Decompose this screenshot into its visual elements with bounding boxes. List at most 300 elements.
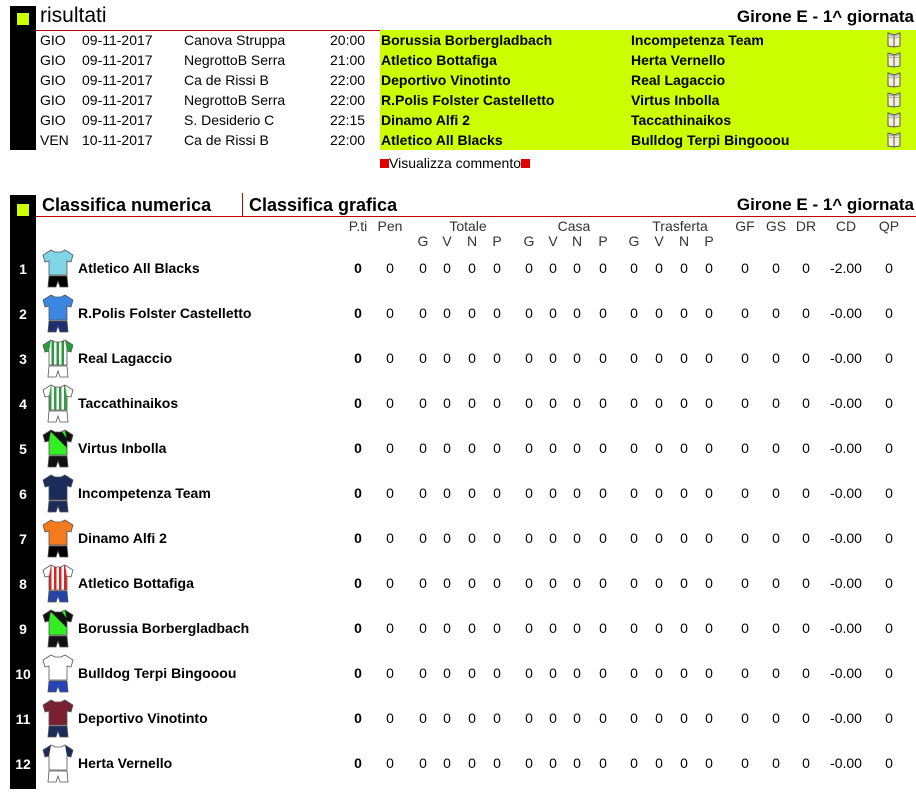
cell-casa-g: 0	[525, 440, 533, 456]
home-team-link[interactable]: Borussia Borbergladbach	[381, 32, 553, 48]
cell-tras-n: 0	[680, 665, 688, 681]
cell-tot-p: 0	[493, 350, 501, 366]
cell-casa-v: 0	[549, 350, 557, 366]
team-jersey-icon	[40, 249, 76, 291]
cell-tras-n: 0	[680, 485, 688, 501]
cell-pti: 0	[354, 530, 362, 546]
team-rank: 1	[19, 261, 27, 277]
cell-tot-n: 0	[468, 710, 476, 726]
cell-gs: 0	[772, 350, 780, 366]
cell-pti: 0	[354, 440, 362, 456]
team-jersey-icon	[40, 609, 76, 651]
cell-tras-v: 0	[655, 530, 663, 546]
cell-tot-g: 0	[419, 755, 427, 771]
cell-tras-n: 0	[680, 260, 688, 276]
cell-tras-g: 0	[630, 260, 638, 276]
cell-tot-v: 0	[443, 620, 451, 636]
cell-tras-g: 0	[630, 530, 638, 546]
cell-tras-n: 0	[680, 755, 688, 771]
cell-tot-v: 0	[443, 575, 451, 591]
cell-tot-n: 0	[468, 485, 476, 501]
cell-pti: 0	[354, 260, 362, 276]
match-time: 22:00	[330, 132, 366, 148]
cell-casa-v: 0	[549, 620, 557, 636]
cell-gf: 0	[741, 575, 749, 591]
cell-gf: 0	[741, 350, 749, 366]
cell-gs: 0	[772, 530, 780, 546]
cell-tot-p: 0	[493, 530, 501, 546]
cell-tot-g: 0	[419, 710, 427, 726]
cell-qp: 0	[885, 575, 893, 591]
team-name-link[interactable]: Taccathinaikos	[78, 395, 179, 411]
cell-tras-p: 0	[705, 395, 713, 411]
cell-casa-v: 0	[549, 305, 557, 321]
header-trasferta: Trasferta	[652, 218, 708, 234]
cell-gf: 0	[741, 665, 749, 681]
standings-marker-icon	[17, 204, 29, 216]
cell-tras-g: 0	[630, 350, 638, 366]
cell-tras-g: 0	[630, 440, 638, 456]
header-casa-v: V	[548, 233, 558, 249]
header-pen: Pen	[377, 218, 403, 234]
cell-gs: 0	[772, 620, 780, 636]
match-row	[38, 110, 916, 130]
match-time: 22:15	[330, 112, 366, 128]
cell-pen: 0	[386, 710, 394, 726]
results-marker-icon	[17, 13, 29, 25]
header-dr: DR	[795, 218, 817, 234]
team-name-link[interactable]: Bulldog Terpi Bingooou	[78, 665, 237, 681]
cell-tras-v: 0	[655, 440, 663, 456]
cell-casa-p: 0	[599, 710, 607, 726]
cell-tot-n: 0	[468, 260, 476, 276]
header-casa-g: G	[523, 233, 535, 249]
away-team-link[interactable]: Virtus Inbolla	[631, 92, 720, 108]
cell-dr: 0	[802, 755, 810, 771]
cell-cd: -2.00	[830, 260, 862, 276]
cell-pen: 0	[386, 305, 394, 321]
cell-qp: 0	[885, 350, 893, 366]
team-rank: 3	[19, 351, 27, 367]
cell-tras-g: 0	[630, 710, 638, 726]
cell-tot-v: 0	[443, 440, 451, 456]
header-gs: GS	[765, 218, 787, 234]
header-casa-n: N	[571, 233, 583, 249]
cell-pti: 0	[354, 305, 362, 321]
cell-tot-p: 0	[493, 395, 501, 411]
cell-tras-v: 0	[655, 665, 663, 681]
cell-casa-g: 0	[525, 620, 533, 636]
cell-tot-p: 0	[493, 755, 501, 771]
tab-classifica-grafica[interactable]: Classifica grafica	[249, 195, 398, 215]
team-name-link[interactable]: Real Lagaccio	[78, 350, 173, 366]
match-day: GIO	[40, 52, 66, 68]
match-venue: S. Desiderio C	[184, 112, 275, 128]
cell-casa-n: 0	[573, 530, 581, 546]
cell-casa-v: 0	[549, 485, 557, 501]
cell-dr: 0	[802, 395, 810, 411]
book-icon[interactable]	[886, 71, 902, 88]
book-icon[interactable]	[886, 131, 902, 148]
table-row[interactable]	[0, 652, 916, 697]
cell-tras-n: 0	[680, 530, 688, 546]
match-venue: Ca de Rissi B	[184, 132, 269, 148]
cell-dr: 0	[802, 665, 810, 681]
team-rank: 7	[19, 531, 27, 547]
team-name-link[interactable]: Atletico All Blacks	[78, 260, 200, 276]
cell-qp: 0	[885, 665, 893, 681]
table-row[interactable]	[0, 562, 916, 607]
cell-qp: 0	[885, 305, 893, 321]
cell-tras-v: 0	[655, 710, 663, 726]
cell-dr: 0	[802, 350, 810, 366]
cell-pti: 0	[354, 485, 362, 501]
tab-classifica-numerica[interactable]: Classifica numerica	[42, 195, 212, 215]
cell-casa-v: 0	[549, 260, 557, 276]
header-tot-g: G	[417, 233, 429, 249]
cell-tot-g: 0	[419, 260, 427, 276]
cell-casa-g: 0	[525, 530, 533, 546]
cell-casa-g: 0	[525, 710, 533, 726]
cell-tot-v: 0	[443, 665, 451, 681]
team-rank: 9	[19, 621, 27, 637]
match-day: VEN	[40, 132, 69, 148]
table-row[interactable]	[0, 427, 916, 472]
cell-casa-p: 0	[599, 485, 607, 501]
header-pti: P.ti	[348, 218, 368, 234]
match-row	[38, 90, 916, 110]
cell-casa-p: 0	[599, 440, 607, 456]
cell-gf: 0	[741, 395, 749, 411]
cell-casa-p: 0	[599, 755, 607, 771]
match-time: 22:00	[330, 92, 366, 108]
cell-dr: 0	[802, 575, 810, 591]
cell-casa-g: 0	[525, 755, 533, 771]
cell-cd: -0.00	[830, 710, 862, 726]
cell-tot-v: 0	[443, 485, 451, 501]
team-jersey-icon	[40, 429, 76, 471]
cell-tot-v: 0	[443, 350, 451, 366]
cell-casa-n: 0	[573, 260, 581, 276]
cell-tot-g: 0	[419, 620, 427, 636]
cell-tot-p: 0	[493, 665, 501, 681]
cell-tot-g: 0	[419, 575, 427, 591]
cell-tot-n: 0	[468, 620, 476, 636]
cell-pen: 0	[386, 620, 394, 636]
team-rank: 12	[15, 756, 31, 772]
results-title: risultati	[40, 4, 107, 27]
cell-tras-p: 0	[705, 665, 713, 681]
cell-tras-p: 0	[705, 350, 713, 366]
table-row[interactable]	[0, 607, 916, 652]
home-team-link[interactable]: Dinamo Alfi 2	[381, 112, 470, 128]
match-venue: Canova Struppa	[184, 32, 286, 48]
header-cd: CD	[835, 218, 857, 234]
book-icon[interactable]	[886, 51, 902, 68]
away-team-link[interactable]: Herta Vernello	[631, 52, 726, 68]
cell-tras-g: 0	[630, 305, 638, 321]
header-tras-n: N	[678, 233, 690, 249]
cell-tot-n: 0	[468, 395, 476, 411]
cell-casa-p: 0	[599, 305, 607, 321]
cell-casa-n: 0	[573, 485, 581, 501]
cell-cd: -0.00	[830, 395, 862, 411]
cell-gs: 0	[772, 395, 780, 411]
match-date: 09-11-2017	[82, 32, 153, 48]
match-date: 09-11-2017	[82, 72, 153, 88]
cell-tras-g: 0	[630, 755, 638, 771]
cell-casa-p: 0	[599, 530, 607, 546]
home-team-link[interactable]: Deportivo Vinotinto	[381, 72, 511, 88]
match-row	[38, 50, 916, 70]
cell-cd: -0.00	[830, 350, 862, 366]
cell-tot-p: 0	[493, 305, 501, 321]
cell-pen: 0	[386, 755, 394, 771]
cell-tot-v: 0	[443, 260, 451, 276]
cell-tras-p: 0	[705, 440, 713, 456]
cell-tras-v: 0	[655, 485, 663, 501]
cell-casa-v: 0	[549, 710, 557, 726]
cell-casa-p: 0	[599, 620, 607, 636]
cell-cd: -0.00	[830, 530, 862, 546]
cell-qp: 0	[885, 440, 893, 456]
header-qp: QP	[878, 218, 900, 234]
cell-pti: 0	[354, 395, 362, 411]
team-name-link[interactable]: Herta Vernello	[78, 755, 173, 771]
match-venue: Ca de Rissi B	[184, 72, 269, 88]
away-team-link[interactable]: Taccathinaikos	[631, 112, 732, 128]
cell-tot-v: 0	[443, 530, 451, 546]
team-rank: 11	[15, 711, 31, 727]
cell-tras-n: 0	[680, 350, 688, 366]
header-tot-p: P	[492, 233, 502, 249]
match-day: GIO	[40, 92, 66, 108]
cell-tot-n: 0	[468, 350, 476, 366]
cell-qp: 0	[885, 530, 893, 546]
table-row[interactable]	[0, 517, 916, 562]
table-row[interactable]	[0, 697, 916, 742]
cell-qp: 0	[885, 620, 893, 636]
table-row[interactable]	[0, 247, 916, 292]
cell-casa-p: 0	[599, 575, 607, 591]
team-jersey-icon	[40, 519, 76, 561]
cell-gs: 0	[772, 305, 780, 321]
team-jersey-icon	[40, 474, 76, 516]
header-tras-g: G	[628, 233, 640, 249]
match-date: 09-11-2017	[82, 92, 153, 108]
match-day: GIO	[40, 112, 66, 128]
cell-casa-g: 0	[525, 485, 533, 501]
cell-gf: 0	[741, 530, 749, 546]
cell-pen: 0	[386, 440, 394, 456]
team-name-link[interactable]: Virtus Inbolla	[78, 440, 167, 456]
cell-tot-n: 0	[468, 665, 476, 681]
cell-casa-n: 0	[573, 620, 581, 636]
cell-casa-v: 0	[549, 440, 557, 456]
cell-gs: 0	[772, 485, 780, 501]
cell-casa-n: 0	[573, 665, 581, 681]
cell-casa-n: 0	[573, 710, 581, 726]
team-jersey-icon	[40, 294, 76, 336]
cell-dr: 0	[802, 485, 810, 501]
cell-tras-p: 0	[705, 710, 713, 726]
cell-tot-g: 0	[419, 350, 427, 366]
cell-tras-p: 0	[705, 575, 713, 591]
cell-pen: 0	[386, 260, 394, 276]
table-row[interactable]	[0, 382, 916, 427]
cell-tras-n: 0	[680, 305, 688, 321]
away-team-link[interactable]: Real Lagaccio	[631, 72, 726, 88]
team-name-link[interactable]: Incompetenza Team	[78, 485, 211, 501]
cell-dr: 0	[802, 710, 810, 726]
cell-tot-n: 0	[468, 755, 476, 771]
cell-tras-n: 0	[680, 575, 688, 591]
cell-casa-g: 0	[525, 395, 533, 411]
standings-divider	[36, 216, 916, 217]
cell-casa-g: 0	[525, 305, 533, 321]
cell-tras-g: 0	[630, 485, 638, 501]
cell-pen: 0	[386, 395, 394, 411]
cell-gf: 0	[741, 710, 749, 726]
team-name-link[interactable]: Atletico Bottafiga	[78, 575, 194, 591]
cell-cd: -0.00	[830, 620, 862, 636]
cell-gf: 0	[741, 305, 749, 321]
results-round-label: Girone E - 1^ giornata	[736, 7, 914, 26]
home-team-link[interactable]: R.Polis Folster Castelletto	[381, 92, 555, 108]
match-time: 21:00	[330, 52, 366, 68]
results-left-bar	[10, 6, 36, 150]
cell-tot-g: 0	[419, 485, 427, 501]
team-name-link[interactable]: Dinamo Alfi 2	[78, 530, 167, 546]
header-gf: GF	[735, 218, 755, 234]
cell-casa-p: 0	[599, 350, 607, 366]
team-rank: 5	[19, 441, 27, 457]
book-icon[interactable]	[886, 91, 902, 108]
header-tot-n: N	[466, 233, 478, 249]
cell-pen: 0	[386, 575, 394, 591]
team-jersey-icon	[40, 339, 76, 381]
cell-tot-v: 0	[443, 710, 451, 726]
cell-tras-p: 0	[705, 755, 713, 771]
match-date: 09-11-2017	[82, 112, 153, 128]
team-jersey-icon	[40, 384, 76, 426]
match-time: 22:00	[330, 72, 366, 88]
team-rank: 2	[19, 306, 27, 322]
home-team-link[interactable]: Atletico Bottafiga	[381, 52, 497, 68]
table-row[interactable]	[0, 292, 916, 337]
cell-casa-p: 0	[599, 395, 607, 411]
team-name-link[interactable]: R.Polis Folster Castelletto	[78, 305, 252, 321]
cell-tras-n: 0	[680, 440, 688, 456]
header-totale: Totale	[449, 218, 487, 234]
cell-tot-g: 0	[419, 665, 427, 681]
match-day: GIO	[40, 72, 66, 88]
cell-tras-v: 0	[655, 350, 663, 366]
cell-tras-v: 0	[655, 575, 663, 591]
team-rank: 10	[15, 666, 31, 682]
cell-qp: 0	[885, 395, 893, 411]
table-row[interactable]	[0, 472, 916, 517]
cell-dr: 0	[802, 530, 810, 546]
cell-pen: 0	[386, 485, 394, 501]
cell-tot-n: 0	[468, 305, 476, 321]
cell-tot-v: 0	[443, 755, 451, 771]
match-date: 10-11-2017	[82, 132, 153, 148]
cell-pti: 0	[354, 710, 362, 726]
cell-cd: -0.00	[830, 575, 862, 591]
team-name-link[interactable]: Borussia Borbergladbach	[78, 620, 250, 636]
cell-gf: 0	[741, 260, 749, 276]
cell-qp: 0	[885, 485, 893, 501]
cell-dr: 0	[802, 620, 810, 636]
away-team-link[interactable]: Incompetenza Team	[631, 32, 764, 48]
cell-cd: -0.00	[830, 485, 862, 501]
cell-qp: 0	[885, 710, 893, 726]
table-row[interactable]	[0, 742, 916, 787]
team-name-link[interactable]: Deportivo Vinotinto	[78, 710, 208, 726]
cell-casa-v: 0	[549, 575, 557, 591]
cell-tot-p: 0	[493, 710, 501, 726]
cell-gs: 0	[772, 710, 780, 726]
header-tras-p: P	[704, 233, 714, 249]
table-row[interactable]	[0, 337, 916, 382]
cell-casa-g: 0	[525, 575, 533, 591]
cell-casa-n: 0	[573, 350, 581, 366]
cell-dr: 0	[802, 260, 810, 276]
cell-tot-g: 0	[419, 305, 427, 321]
cell-tras-v: 0	[655, 620, 663, 636]
home-team-link[interactable]: Atletico All Blacks	[381, 132, 503, 148]
match-row	[38, 30, 916, 50]
cell-tras-v: 0	[655, 395, 663, 411]
cell-pen: 0	[386, 665, 394, 681]
cell-tras-v: 0	[655, 305, 663, 321]
book-icon[interactable]	[886, 31, 902, 48]
cell-tot-p: 0	[493, 575, 501, 591]
comment-label: Visualizza commento	[389, 155, 522, 171]
cell-tras-p: 0	[705, 260, 713, 276]
comment-link[interactable]	[380, 155, 530, 171]
team-jersey-icon	[40, 654, 76, 696]
team-jersey-icon	[40, 699, 76, 741]
team-jersey-icon	[40, 744, 76, 786]
match-venue: NegrottoB Serra	[184, 92, 286, 108]
cell-casa-p: 0	[599, 665, 607, 681]
cell-casa-n: 0	[573, 440, 581, 456]
match-time: 20:00	[330, 32, 366, 48]
cell-tot-v: 0	[443, 305, 451, 321]
cell-tras-v: 0	[655, 755, 663, 771]
cell-tras-p: 0	[705, 485, 713, 501]
cell-gs: 0	[772, 755, 780, 771]
standings-round-label: Girone E - 1^ giornata	[736, 195, 914, 214]
cell-tot-g: 0	[419, 395, 427, 411]
cell-casa-v: 0	[549, 665, 557, 681]
match-row	[38, 70, 916, 90]
cell-pen: 0	[386, 530, 394, 546]
book-icon[interactable]	[886, 111, 902, 128]
team-rank: 8	[19, 576, 27, 592]
cell-pti: 0	[354, 350, 362, 366]
cell-tras-n: 0	[680, 620, 688, 636]
cell-qp: 0	[885, 260, 893, 276]
away-team-link[interactable]: Bulldog Terpi Bingooou	[631, 132, 790, 148]
cell-gf: 0	[741, 620, 749, 636]
cell-tras-p: 0	[705, 305, 713, 321]
cell-tras-g: 0	[630, 575, 638, 591]
cell-casa-n: 0	[573, 755, 581, 771]
cell-gs: 0	[772, 440, 780, 456]
